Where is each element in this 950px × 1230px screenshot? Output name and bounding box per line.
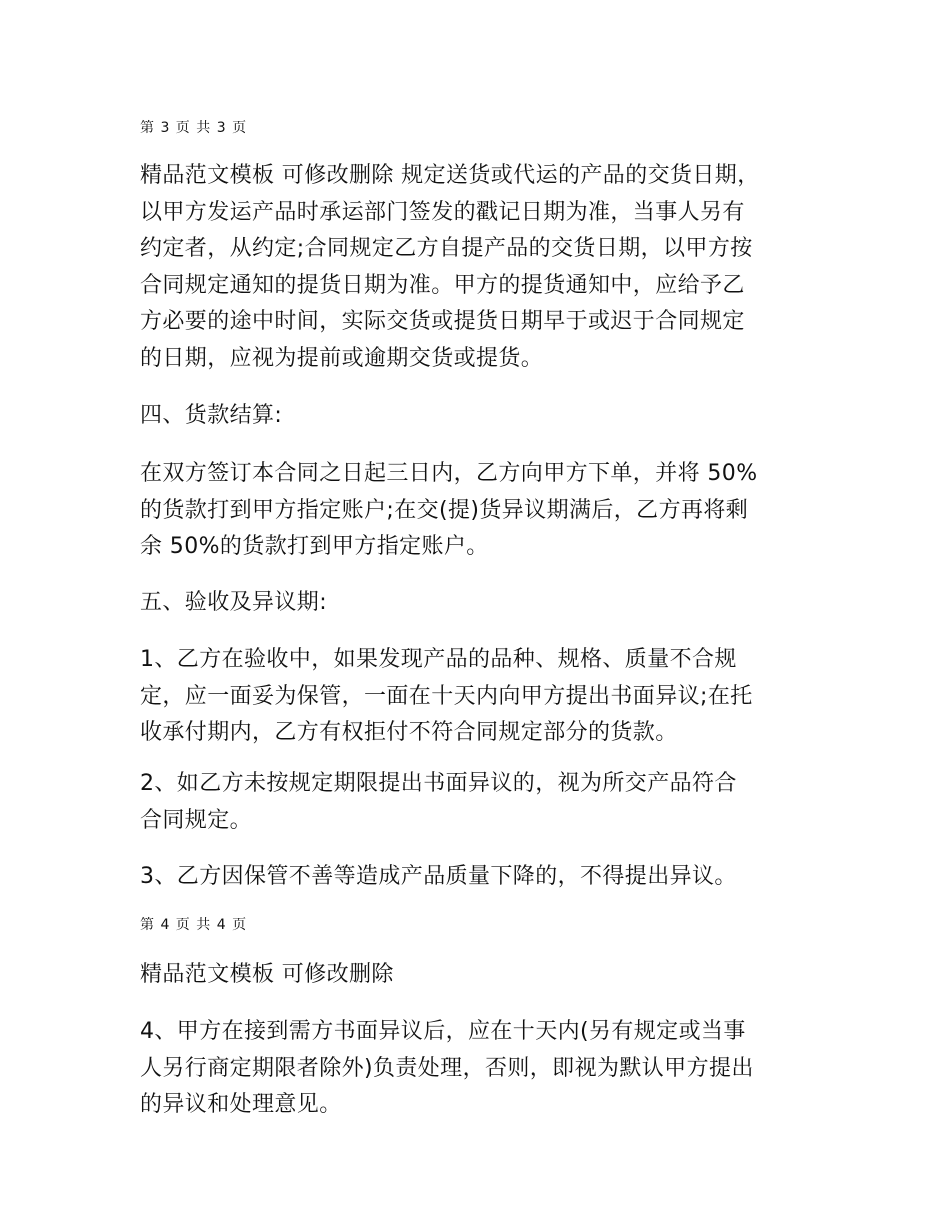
text-line: 收承付期内，乙方有权拒付不符合同规定部分的货款。	[140, 720, 678, 745]
text-line: 五、验收及异议期:	[140, 590, 328, 615]
text-line: 合同规定通知的提货日期为准。甲方的提货通知中，应给予乙	[140, 272, 745, 298]
text-line: 余 50%的货款打到甲方指定账户。	[140, 534, 489, 559]
text-line: 的日期，应视为提前或逾期交货或提货。	[140, 345, 544, 371]
text-line: 四、货款结算:	[140, 403, 283, 428]
text-line: 4、甲方在接到需方书面异议后，应在十天内(另有规定或当事	[140, 1019, 746, 1044]
text-line: 1、乙方在验收中，如果发现产品的品种、规格、质量不合规	[140, 647, 737, 672]
list-item-2	[140, 766, 820, 839]
paragraph-delivery-date	[140, 158, 820, 377]
text-line: 的货款打到甲方指定账户;在交(提)货异议期满后，乙方再将剩	[140, 497, 749, 523]
text-line: 精品范文模板 可修改删除 规定送货或代运的产品的交货日期，	[140, 163, 760, 188]
text-line: 约定者，从约定;合同规定乙方自提产品的交货日期，以甲方按	[140, 236, 753, 261]
text-line: 方必要的途中时间，实际交货或提货日期早于或迟于合同规定	[140, 309, 745, 334]
text-line: 的异议和处理意见。	[140, 1092, 342, 1117]
heading-section-4	[140, 398, 820, 435]
text-line: 以甲方发运产品时承运部门签发的戳记日期为准，当事人另有	[140, 199, 745, 225]
text-line: 3、乙方因保管不善等造成产品质量下降的，不得提出异议。	[140, 864, 737, 889]
text-line: 定，应一面妥为保管，一面在十天内向甲方提出书面异议;在托	[140, 683, 753, 709]
list-item-1	[140, 642, 820, 752]
text-line: 2、如乙方未按规定期限提出书面异议的，视为所交产品符合	[140, 771, 737, 796]
list-item-4	[140, 1014, 820, 1124]
page-footer-2: 第 4 页 共 4 页	[140, 917, 248, 933]
text-line: 在双方签订本合同之日起三日内，乙方向甲方下单，并将 50%	[140, 461, 758, 486]
list-item-3	[140, 859, 820, 896]
page-footer-1: 第 3 页 共 3 页	[140, 120, 248, 136]
paragraph-payment	[140, 456, 820, 566]
text-line: 人另行商定期限者除外)负责处理，否则，即视为默认甲方提出	[140, 1055, 754, 1081]
text-line: 合同规定。	[140, 807, 253, 833]
page-header-2	[140, 957, 820, 994]
heading-section-5	[140, 585, 820, 622]
text-line: 精品范文模板 可修改删除	[140, 962, 394, 987]
